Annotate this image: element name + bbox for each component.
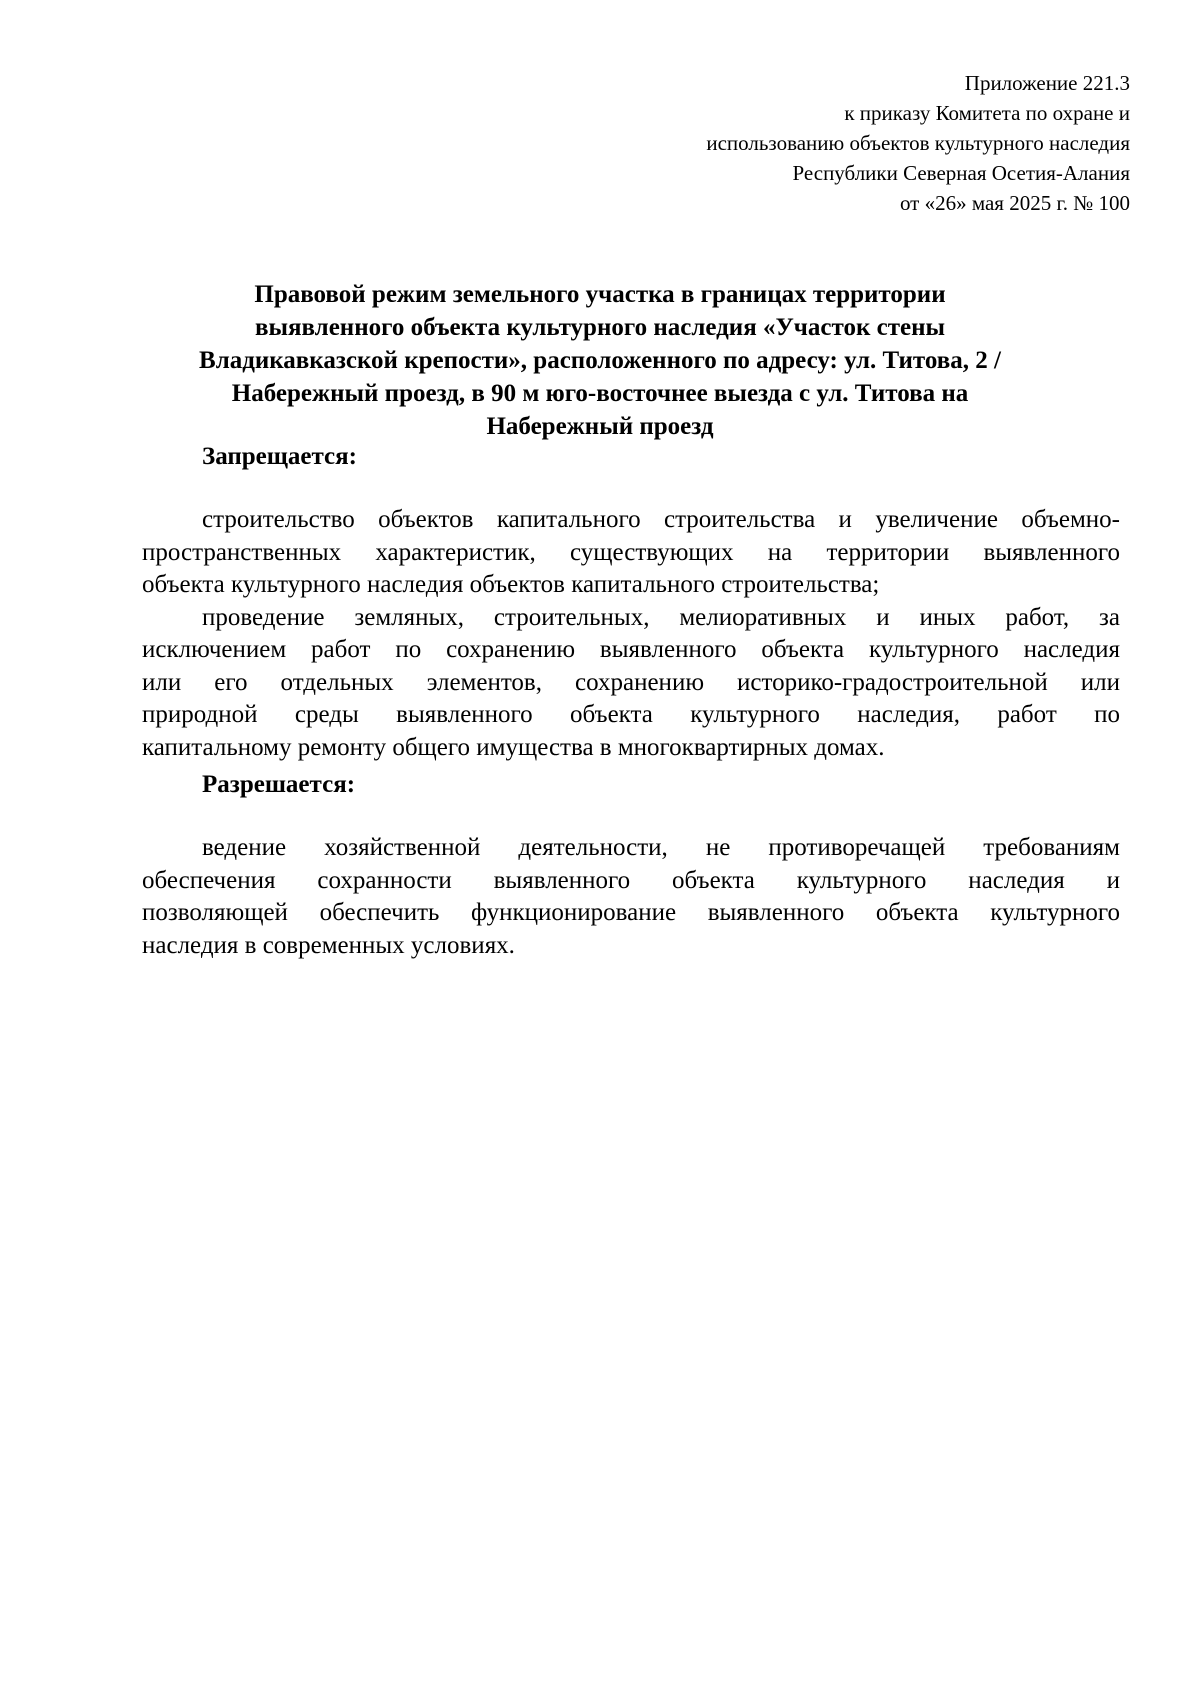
text-line: строительство объектов капитального строительства и увеличение объемно-: [202, 506, 1120, 533]
text-line: обеспечения сохранности выявленного объекта культурного наследия и: [142, 866, 1120, 894]
prohibited-heading: Запрещается:: [202, 443, 358, 470]
text-line: пространственных характеристик, существующих на территории выявленного: [142, 538, 1120, 566]
text-line: ведение хозяйственной деятельности, не противоречащей требованиям: [202, 834, 1120, 861]
order-reference-line: к приказу Комитета по охране и: [844, 101, 1130, 125]
title-line: Набережный проезд, в 90 м юго-восточнее выезда с ул. Титова на: [231, 380, 969, 407]
text-line: наследия в современных условиях.: [142, 931, 515, 959]
text-line: объекта культурного наследия объектов капитального строительства;: [142, 571, 880, 598]
title-line: Набережный проезд: [486, 413, 714, 440]
title-line: выявленного объекта культурного наследия «Участок стены: [254, 314, 946, 341]
permitted-text: [142, 832, 1120, 962]
appendix-number: Приложение 221.3: [964, 71, 1130, 95]
text-line: капитальному ремонту общего имущества в многоквартирных домах.: [142, 733, 885, 761]
text-line: проведение земляных, строительных, мелиоративных и иных работ, за: [202, 603, 1120, 631]
text-line: или его отдельных элементов, сохранению историко-градостроительной или: [142, 668, 1120, 696]
title-line: Правовой режим земельного участка в границах территории: [254, 281, 946, 308]
text-line: позволяющей обеспечить функционирование выявленного объекта культурного: [142, 899, 1120, 926]
text-line: исключением работ по сохранению выявленного объекта культурного наследия: [142, 636, 1120, 663]
text-line: природной среды выявленного объекта культурного наследия, работ по: [142, 701, 1120, 728]
committee-name-line: использованию объектов культурного наследия: [706, 131, 1130, 155]
order-date-number: от «26» мая 2025 г. № 100: [899, 191, 1130, 215]
title-line: Владикавказской крепости», расположенного по адресу: ул. Титова, 2 /: [199, 347, 1001, 374]
document-title: [130, 278, 1070, 443]
appendix-header: [706, 68, 1130, 218]
republic-name-line: Республики Северная Осетия-Алания: [792, 161, 1130, 185]
prohibited-text: [142, 504, 1120, 764]
permitted-heading: Разрешается:: [202, 771, 356, 798]
